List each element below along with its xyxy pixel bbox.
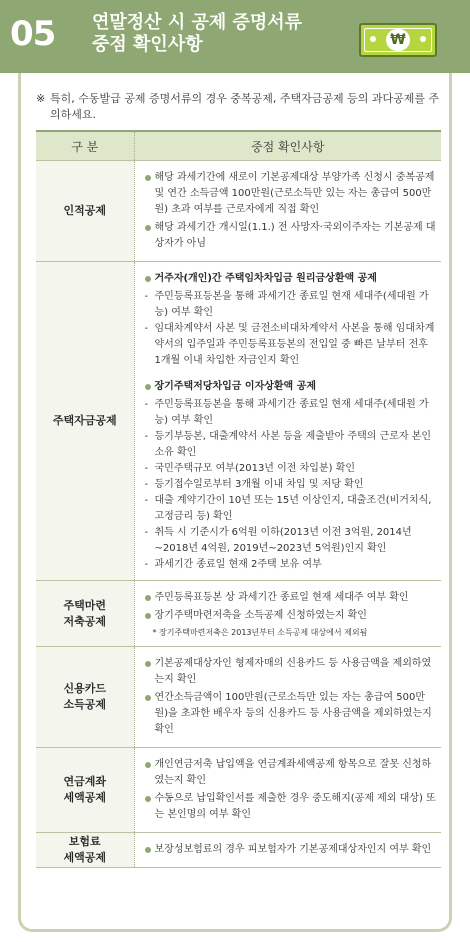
row-checkpoints (134, 581, 441, 647)
footnote: * 장기주택마련저축은 2013년부터 소득공제 대상에서 제외됨 (152, 628, 368, 637)
dash-item: - 주민등록표등본을 통해 과세기간 종료일 현재 세대주(세대원 가능) 여부 확인 (145, 397, 438, 429)
row-checkpoints (134, 647, 441, 748)
category-line: 신용카드 (63, 682, 106, 695)
bullet-item: 장기주택마련저축을 소득공제 신청하였는지 확인 (145, 608, 438, 624)
dash-item: - 주민등록표등본을 통해 과세기간 종료일 현재 세대주(세대원 가능) 여부 확인 (145, 289, 438, 321)
dash-item: - 취득 시 기준시가 6억원 이하(2013년 이전 3억원, 2014년~2018년 4억원, 2019년~2023년 5억원)인지 확인 (145, 525, 438, 557)
table-row (36, 748, 441, 833)
item-gap (145, 369, 438, 377)
header-banner (0, 0, 470, 73)
category-line: 세액공제 (63, 851, 106, 864)
category-line: 주택마련 (63, 598, 106, 612)
category-line: 주택자금공제 (52, 414, 117, 427)
dash-item: - 과세기간 종료일 현재 2주택 보유 여부 (145, 557, 438, 573)
table-row (36, 581, 441, 647)
bullet-item: 보장성보험료의 경우 피보험자가 기본공제대상자인지 여부 확인 (145, 842, 438, 858)
row-checkpoints (134, 748, 441, 833)
category-line: 소득공제 (63, 698, 106, 711)
table-row (36, 262, 441, 581)
page-title (92, 12, 302, 56)
row-category (36, 262, 134, 581)
banknote-dot-left (370, 36, 376, 42)
dash-item: - 대출 계약기간이 10년 또는 15년 이상인지, 대출조건(비거치식, 고정금리 등) 확인 (145, 493, 438, 525)
section-number: 05 (10, 14, 56, 54)
table-row (36, 647, 441, 748)
bullet-item: 해당 과세기간에 새로이 기본공제대상 부양가족 신청시 중복공제 및 연간 소득금액 100만원(근로소득만 있는 자는 총급여 500만원) 초과 여부를 근로자에게 직접 확인 (145, 170, 438, 218)
checklist-table (36, 130, 441, 868)
dash-item: - 등기접수일로부터 3개월 이내 차입 및 저당 확인 (145, 477, 438, 493)
bullet-item: 수동으로 납입확인서를 제출한 경우 중도해지(공제 제외 대상) 또는 본인명의 여부 확인 (145, 791, 438, 823)
category-line: 연금계좌 (63, 775, 106, 788)
row-checkpoints (134, 161, 441, 262)
bullet-item: 주민등록표등본 상 과세기간 종료일 현재 세대주 여부 확인 (145, 590, 438, 606)
row-category (36, 833, 134, 868)
title-line-2: 중점 확인사항 (92, 34, 203, 55)
row-category (36, 748, 134, 833)
table-body (36, 161, 441, 868)
dash-item: - 등기부등본, 대출계약서 사본 등을 제출받아 주택의 근로자 본인 소유 확인 (145, 429, 438, 461)
category-line: 인적공제 (63, 204, 106, 217)
dash-item: - 임대차계약서 사본 및 금전소비대차계약서 사본을 통해 임대차계약서의 입주일과 주민등록표등본의 전입일 중 빠른 날부터 전후 1개월 이내 차입한 자금인지 확인 (145, 321, 438, 369)
won-icon: ₩ (386, 29, 410, 51)
category-line: 보험료 (68, 835, 101, 848)
bullet-heading: 거주자(개인)간 주택임차차입금 원리금상환액 공제 (145, 271, 438, 287)
table-row (36, 833, 441, 868)
bullet-item: 기본공제대상자인 형제자매의 신용카드 등 사용금액을 제외하였는지 확인 (145, 656, 438, 688)
bullet-item: 해당 과세기간 개시일(1.1.) 전 사망자·국외이주자는 기본공제 대상자가 아님 (145, 220, 438, 252)
header-checkpoints: 중점 확인사항 (134, 131, 441, 161)
table-row (36, 161, 441, 262)
banknote-icon (359, 23, 437, 57)
note-text: 특히, 수동발급 공제 증명서류의 경우 중복공제, 주택자금공제 등의 과다공제를 주의하세요. (50, 92, 440, 121)
bullet-heading: 장기주택저당차입금 이자상환액 공제 (145, 379, 438, 395)
dash-item: - 국민주택규모 여부(2013년 이전 차입분) 확인 (145, 461, 438, 477)
row-category (36, 581, 134, 647)
row-category (36, 647, 134, 748)
bullet-item: 연간소득금액이 100만원(근로소득만 있는 자는 총급여 500만원)을 초과한 배우자 등의 신용카드 등 사용금액을 제외하였는지 확인 (145, 690, 438, 738)
category-line: 저축공제 (63, 614, 106, 628)
row-checkpoints (134, 262, 441, 581)
category-line: 세액공제 (63, 791, 106, 804)
header-category: 구 분 (36, 131, 134, 161)
bullet-item: 개인연금저축 납입액을 연금계좌세액공제 항목으로 잘못 신청하였는지 확인 (145, 757, 438, 789)
caution-note (36, 91, 441, 123)
note-mark: ※ (36, 92, 46, 105)
row-checkpoints (134, 833, 441, 868)
row-category (36, 161, 134, 262)
title-line-1: 연말정산 시 공제 증명서류 (92, 12, 303, 33)
banknote-dot-right (420, 36, 426, 42)
table-header-row (36, 131, 441, 161)
